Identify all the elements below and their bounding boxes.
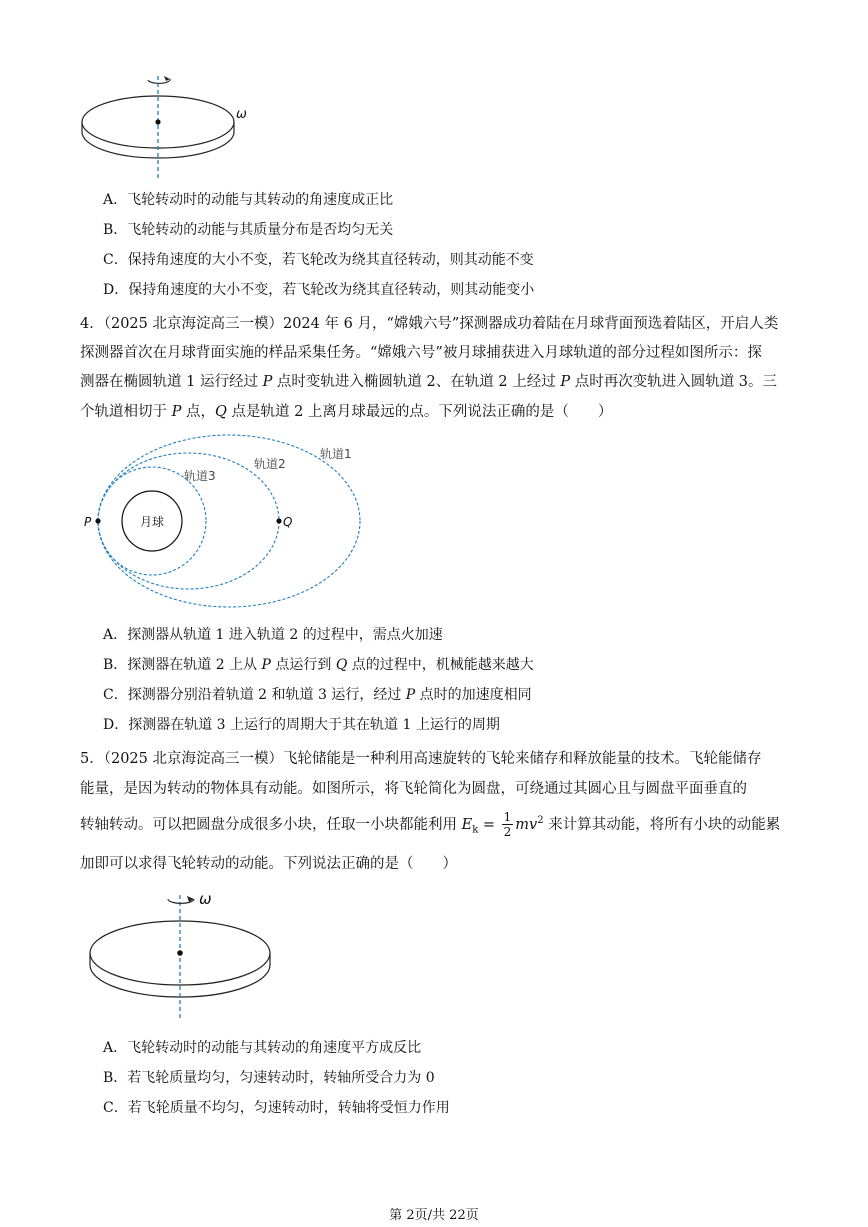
q5-stem-line3: 转轴转动。可以把圆盘分成很多小块，任取一小块都能利用 $E_k$ = $\frac{1}{2}$ $mv^2$ 来计算其动能，将所有小块的动能累 bbox=[80, 810, 781, 840]
q5-stem-line2: 能量，是因为转动的物体具有动能。如图所示，将飞轮简化为圆盘，可绕通过其圆心且与圆盘平面垂直的 bbox=[80, 781, 747, 797]
q4-option-a: A．探测器从轨道 1 进入轨道 2 的过程中，需点火加速 bbox=[103, 627, 443, 643]
q5-stem-line4: 加即可以求得飞轮转动的动能。下列说法正确的是（ ） bbox=[80, 856, 457, 872]
flywheel-figure-q5 bbox=[86, 887, 286, 1022]
omega-label: ω bbox=[236, 107, 247, 122]
point-q-label: Q bbox=[283, 515, 293, 529]
q5-option-c: C．若飞轮质量不均匀，匀速转动时，转轴将受恒力作用 bbox=[103, 1100, 450, 1116]
q4-stem-line3: 测器在椭圆轨道 1 运行经过 P 点时变轨进入椭圆轨道 2、在轨道 2 上经过 P 点时再次变轨进入圆轨道 3。三 bbox=[80, 374, 778, 390]
fraction-one-half: $\frac{1}{2}$ bbox=[503, 810, 512, 840]
q4-option-d: D．探测器在轨道 3 上运行的周期大于其在轨道 1 上运行的周期 bbox=[103, 717, 500, 733]
orbit2-label: 轨道2 bbox=[254, 457, 286, 471]
q5-stem-line1: 5．（2025 北京海淀高三一模）飞轮储能是一种利用高速旋转的飞轮来储存和释放能量的技术。飞轮能储存 bbox=[80, 751, 762, 767]
q5-option-a: A．飞轮转动时的动能与其转动的角速度平方成反比 bbox=[103, 1040, 422, 1056]
flywheel-figure-top bbox=[78, 68, 258, 183]
q3-option-d: D．保持角速度的大小不变，若飞轮改为绕其直径转动，则其动能变小 bbox=[103, 282, 535, 298]
omega-label-q5: ω bbox=[199, 890, 212, 908]
q3-option-a: A．飞轮转动时的动能与其转动的角速度成正比 bbox=[103, 192, 394, 208]
q5-option-b: B．若飞轮质量均匀，匀速转动时，转轴所受合力为 0 bbox=[103, 1070, 435, 1086]
point-p-label: P bbox=[84, 515, 92, 529]
q3-option-b: B．飞轮转动的动能与其质量分布是否均匀无关 bbox=[103, 222, 394, 238]
moon-label: 月球 bbox=[140, 515, 165, 529]
q4-option-c: C．探测器分别沿着轨道 2 和轨道 3 运行，经过 P 点时的加速度相同 bbox=[103, 687, 532, 703]
orbit1-label: 轨道1 bbox=[320, 447, 352, 461]
page-number-footer: 第 2页/共 22页 bbox=[389, 1208, 479, 1223]
q4-option-b: B．探测器在轨道 2 上从 P 点运行到 Q 点的过程中，机械能越来越大 bbox=[103, 657, 534, 673]
q4-stem-line4: 个轨道相切于 P 点，Q 点是轨道 2 上离月球最远的点。下列说法正确的是（ ） bbox=[80, 404, 613, 420]
q3-option-c: C．保持角速度的大小不变，若飞轮改为绕其直径转动，则其动能不变 bbox=[103, 252, 534, 268]
q4-stem-line2: 探测器首次在月球背面实施的样品采集任务。“嫦娥六号”被月球捕获进入月球轨道的部分过程如图所示：探 bbox=[80, 345, 762, 361]
orbit-figure bbox=[80, 428, 380, 613]
orbit3-label: 轨道3 bbox=[184, 469, 216, 483]
q4-stem-line1: 4．（2025 北京海淀高三一模）2024 年 6 月，“嫦娥六号”探测器成功着陆在月球背面预选着陆区，开启人类 bbox=[80, 316, 779, 332]
